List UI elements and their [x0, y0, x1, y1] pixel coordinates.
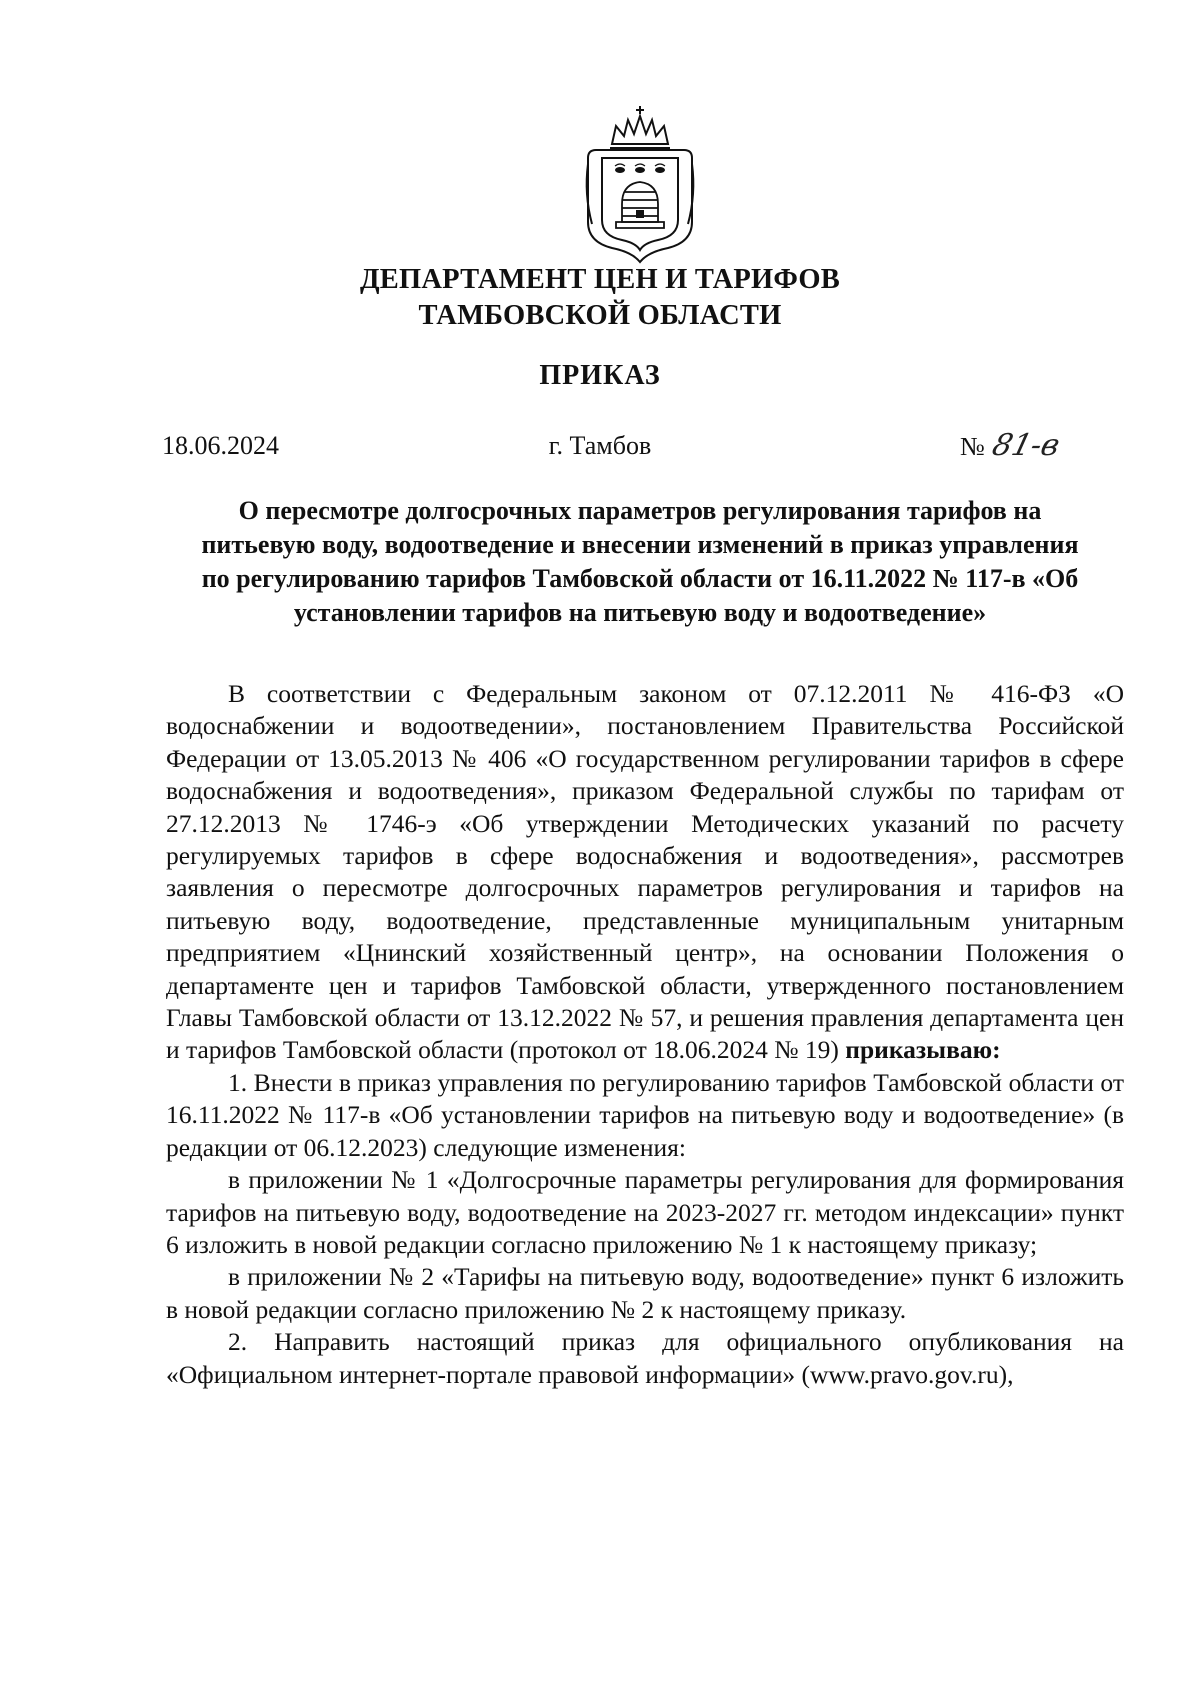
preamble-paragraph	[166, 678, 1124, 1067]
preamble-text: В соответствии с Федеральным законом от 07.12.2011 № 416-ФЗ «О водоснабжении и водоотведении», постановлением Правительства Российской Федерации от 13.05.2013 № 406 «О государственном регулировании тарифов в сфере водоснабжения и водоотведения», приказом Федеральной службы по тарифам от 27.12.2013 № 1746-э «Об утверждении Методических указаний по расчету регулируемых тарифов в сфере водоснабжения и водоотведения», рассмотрев заявления о пересмотре долгосрочных параметров регулирования и тарифов на питьевую воду, водоотведение, представленные муниципальным унитарным предприятием «Цнинский хозяйственный центр», на основании Положения о департаменте цен и тарифов Тамбовской области, утвержденного постановлением Главы Тамбовской области от 13.12.2022 № 57, и решения правления департамента цен и тарифов Тамбовской области (протокол от 18.06.2024 № 19)	[166, 679, 1124, 1065]
department-name-line2: ТАМБОВСКОЙ ОБЛАСТИ	[418, 300, 782, 331]
document-type: ПРИКАЗ	[539, 360, 661, 391]
handwritten-number: 81-в	[988, 428, 1064, 463]
department-header	[0, 262, 1200, 334]
department-name-line1: ДЕПАРТАМЕНТ ЦЕН И ТАРИФОВ	[359, 264, 841, 295]
document-title: О пересмотре долгосрочных параметров регулирования тарифов на питьевую воду, водоотведение и внесении изменений в приказ управления по регулированию тарифов Тамбовской области от 16.11.2022 № 117-в «Об установлении тарифов на питьевую воду и водоотведение»	[201, 496, 1079, 627]
document-city: г. Тамбов	[548, 431, 652, 460]
item-1a-paragraph: в приложении № 1 «Долгосрочные параметры регулирования для формирования тарифов на питьевую воду, водоотведение на 2023-2027 гг. методом индексации» пункт 6 изложить в новой редакции согласно приложению № 1 к настоящему приказу;	[166, 1165, 1124, 1259]
item-1b-paragraph: в приложении № 2 «Тарифы на питьевую воду, водоотведение» пункт 6 изложить в новой редакции согласно приложению № 2 к настоящему приказу.	[166, 1262, 1124, 1324]
order-word: приказываю:	[845, 1035, 1001, 1065]
item-2-paragraph: 2. Направить настоящий приказ для официального опубликования на «Официальном интернет-портале правовой информации» (www.pravo.gov.ru),	[166, 1327, 1124, 1389]
item-1-paragraph: 1. Внести в приказ управления по регулированию тарифов Тамбовской области от 16.11.2022 № 117-в «Об установлении тарифов на питьевую воду и водоотведение» (в редакции от 06.12.2023) следующие изменения:	[166, 1067, 1124, 1162]
document-date: 18.06.2024	[162, 431, 279, 460]
number-label: №	[960, 432, 985, 461]
tambov-coat-of-arms-icon	[582, 104, 698, 264]
document-number	[960, 428, 1064, 463]
document-body	[166, 678, 1124, 1391]
